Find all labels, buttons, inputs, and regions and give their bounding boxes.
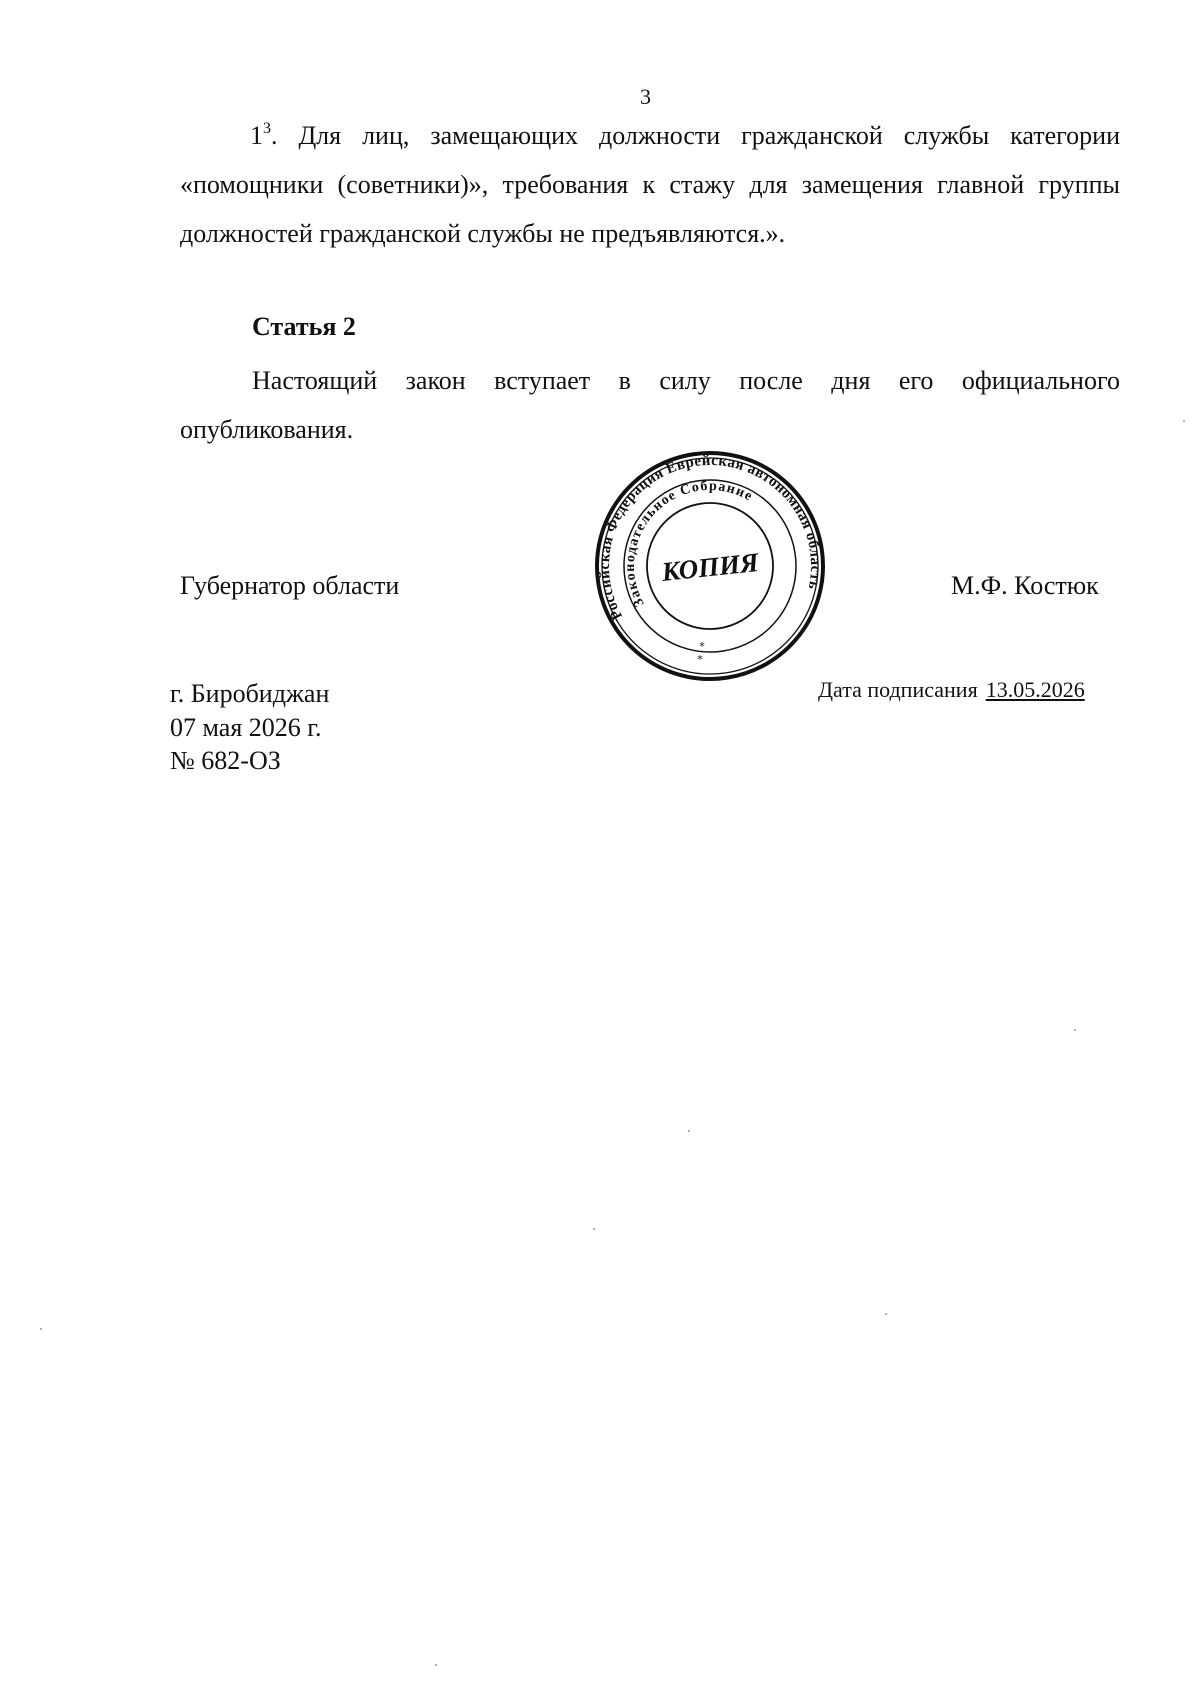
page-number: 3 <box>640 84 651 109</box>
scan-speck <box>40 1328 42 1330</box>
stamp-star-icon: * <box>699 640 705 653</box>
scan-speck <box>885 1313 887 1315</box>
scan-speck <box>1183 420 1185 422</box>
signing-date-label: Дата подписания <box>818 677 978 702</box>
law-number: № 682-ОЗ <box>170 746 281 775</box>
stamp-outer-text: Российская Федерация Еврейская автономная область <box>596 452 824 623</box>
law-date: 07 мая 2026 г. <box>170 713 322 742</box>
article-heading: Статья 2 <box>252 312 356 341</box>
scan-speck <box>593 1228 595 1230</box>
article-text: Настоящий закон вступает в силу после дня его официального опубликования. <box>180 366 1120 444</box>
signature-position: Губернатор области <box>180 571 400 600</box>
stamp-star-icon: * <box>697 653 703 666</box>
clause-number: 1 <box>250 121 263 150</box>
signing-date <box>818 676 1085 704</box>
scan-speck <box>435 1664 437 1666</box>
signing-city: г. Биробиджан <box>170 679 330 708</box>
signing-date-value: 13.05.2026 <box>985 677 1085 702</box>
stamp-inner-text: Законодательное Собрание <box>622 478 756 610</box>
scan-speck <box>688 1130 690 1132</box>
official-seal-stamp <box>594 450 826 682</box>
clause-superscript: 3 <box>263 120 271 137</box>
stamp-center-text: КОПИЯ <box>660 546 760 587</box>
clause-paragraph <box>180 111 1120 258</box>
signature-name: М.Ф. Костюк <box>951 571 1099 600</box>
clause-text: . Для лиц, замещающих должности гражданской службы категории «помощники (советники)», требования к стажу для замещения главной группы должностей гражданской службы не предъявляются.». <box>180 121 1120 248</box>
scan-speck <box>1074 1029 1076 1031</box>
